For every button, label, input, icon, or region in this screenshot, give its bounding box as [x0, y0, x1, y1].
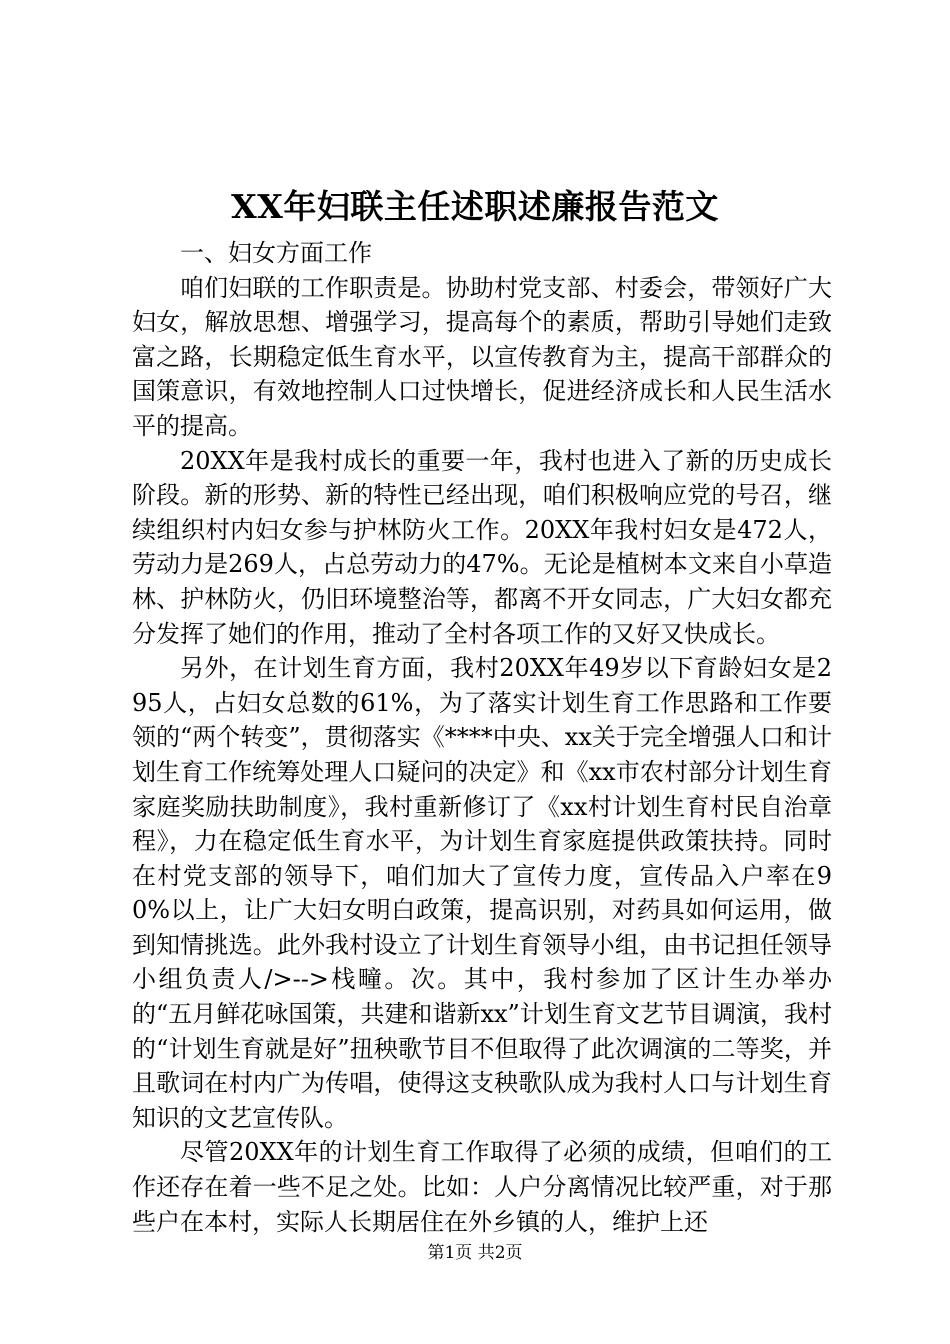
section-heading: 一、妇女方面工作: [180, 239, 372, 267]
paragraph: 20XX年是我村成长的重要一年，我村也进入了新的历史成长阶段。新的形势、新的特性已经出现，咱们积极响应党的号召，继续组织村内妇女参与护林防火工作。20XX年我村妇女是472人，劳动力是269人，占总劳动力的47%。无论是植树本文来自小草造林、护林防火，仍旧环境整治等，都离不开女同志，广大妇女都充分发挥了她们的作用，推动了全村各项工作的又好又快成长。: [132, 446, 832, 648]
document-body: [132, 236, 832, 1239]
paragraph: 尽管20XX年的计划生育工作取得了必须的成绩，但咱们的工作还存在着一些不足之处。比如：人户分离情况比较严重，对于那些户在本村，实际人长期居住在外乡镇的人，维护上还: [132, 1138, 832, 1236]
page-footer: 第1页 共2页: [427, 1243, 523, 1263]
paragraph: 咱们妇联的工作职责是。协助村党支部、村委会，带领好广大妇女，解放思想、增强学习，提高每个的素质，帮助引导她们走致富之路，长期稳定低生育水平，以宣传教育为主，提高干部群众的国策意识，有效地控制人口过快增长，促进经济成长和人民生活水平的提高。: [132, 273, 832, 440]
document-title: XX年妇联主任述职述廉报告范文: [231, 187, 719, 226]
paragraph: 另外，在计划生育方面，我村20XX年49岁以下育龄妇女是295人，占妇女总数的61%，为了落实计划生育工作思路和工作要领的“两个转变”，贯彻落实《****中央、xx关于完全增强人口和计划生育工作统筹处理人口疑问的决定》和《xx市农村部分计划生育家庭奖励扶助制度》，我村重新修订了《xx村计划生育村民自治章程》，力在稳定低生育水平，为计划生育家庭提供政策扶持。同时在村党支部的领导下，咱们加大了宣传力度，宣传品入户率在90%以上，让广大妇女明白政策，提高识别，对药具如何运用，做到知情挑选。此外我村设立了计划生育领导小组，由书记担任领导小组负责人/>-->栈疃。次。其中，我村参加了区计生办举办的“五月鲜花咏国策，共建和谐新xx”计划生育文艺节目调演，我村的“计划生育就是好”扭秧歌节目不但取得了此次调演的二等奖，并且歌词在村内广为传唱，使得这支秧歌队成为我村人口与计划生育知识的文艺宣传队。: [132, 654, 832, 1132]
